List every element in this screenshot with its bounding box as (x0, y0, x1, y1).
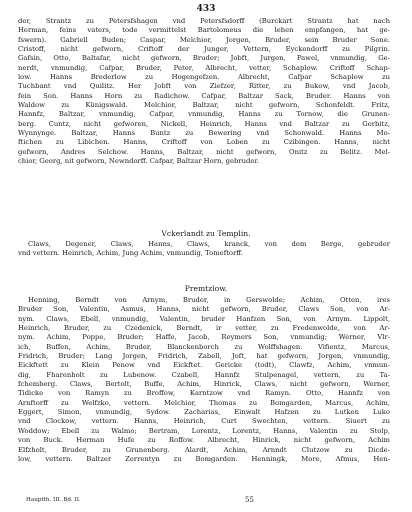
text-line: low, vettern. Baltzer Zerrentyn zu Bomgarden. Henningk, More, Afmus, Hen- (18, 454, 390, 463)
text-line: fchemberg. Claws, Bertolt, Buffe, Achim, Hinrick, Claws, nicht gefworn, Werner, (18, 380, 390, 389)
text-line: Elfzholt, Bruder, zu Grunenberg. Alardt, Achim, Arnndt Clutzow zu Dicde- (18, 445, 390, 454)
text-line: der, Strantz zu Petersfshagen vnd Petersfsdorff (Burckart Strantz hat nach (18, 17, 390, 25)
text-line: Henning, Berndt von Arnym, Bruder, in Gerswolde; Achim, Otten, ires (28, 296, 390, 304)
text-line: Woddow; Ebell zu Walmo; Bertram, Lorentz, Lorentz, Hanns, Valentin zu Stolp, (18, 426, 390, 435)
text-line: Eggert, Simon, vnmundig, Sydow. Zacharias, Einwalt Hafzen zu Lutken Luko (18, 408, 390, 417)
text-line: nym. Achim, Poppe, Bruder; Haffe, Jacob, Reymers Son, vnmundig; Werner, Vlr- (18, 333, 390, 342)
text-line: Hannfz, Baltzar, vnmundig, Cafpar, vnmundig, Hanns zu Tornow, die Grunen- (18, 110, 390, 119)
text-line: Tidicke von Ramyn zu Broffow, Karntzow vnd Ramyn. Otto, Hannfz von (18, 389, 390, 398)
page-number: 433 (196, 4, 216, 14)
text-line: Wynnynge. Baltzar, Hanns Buntz zu Bewering vnd Schonwald. Hanns Mo- (18, 129, 390, 138)
text-line: fein Son. Hanns Horn zu Radichow. Cafpar, Baltzar Sack, Bruder. Hanns von (18, 91, 390, 100)
section-1-text (18, 17, 390, 167)
section-3-text (18, 296, 390, 464)
footer-signature: Hauptth. III. Bd. II. (26, 497, 81, 503)
text-line: Heinrich, Bruder, zu Czedenick, Berndt, ir vetter, zu Fredenwolde, von Ar- (18, 324, 390, 333)
section-2-text (18, 240, 390, 259)
text-line: gefworn, Andres Selchow. Hanns, Baltzar, nicht gefworn, Onitz zu Belitz. Mel- (18, 147, 390, 156)
text-line: Waldow zu Künigswald. Melchior, Baltzar, nicht gefworn, Schonfeldt. Fritz, (18, 101, 390, 110)
text-line: Bruder Son, Valentin, Asmus, Hanns, nicht gefworn, Bruder, Claws Son, von Ar- (18, 305, 390, 314)
text-line: Eickftett zu Klein Penow vnd Eickftet. Gericke (todt), Clawfz, Achim, vnmun- (18, 361, 390, 370)
text-line: dig, Fharenholt zu Lubenow. Czabell, Hannfz Stulpenagel, vettern, zu Ta- (18, 370, 390, 379)
text-line: Claws, Degener, Claws, Hanns, Claws, kranck, von dem Berge, gebruder (28, 240, 390, 248)
text-line: berg. Cuntz, nicht gefworen, Nickell, Heinrich, Hanns vnd Baltzar zu Gerbitz, (18, 119, 390, 128)
text-line: von Buck. Herman Hufe zu Roffow. Albrecht, Hinrick, nicht gefworn, Achim (18, 436, 390, 445)
text-line: Arnftorff zu Welfzko, vettern. Melchior, Thomas zu Bomgarden, Marcus, Achim, (18, 398, 390, 407)
text-line: Cristoff, nicht gefworn, Criftoff der Junger, Vettern, Eyckendorff zu Pilgrin. (18, 45, 390, 54)
text-line: vnd Clockow, vettern. Hanns, Heinrich, Curt Swechten, vettern. Siuert zu (18, 417, 390, 426)
section-heading: Vckerlandt zu Templin. (161, 229, 251, 238)
text-line: chior, Georg, nit gefworn, Newndorff. Cafpar, Baltzar Horn, gebruder. (18, 157, 260, 166)
section-heading: Premtzlow. (184, 284, 228, 293)
text-line: fswern). Gabriell Buden; Caspar, Melchior, Jorgen, Bruder, sein Bruder Sone. (18, 35, 390, 44)
text-line: Gafsin, Otto, Baltafar, nicht gefworn, Bruder; Jobft, Jurgen, Pawel, vnmundig, Ge- (18, 54, 390, 63)
text-line: ich, Buffen, Achim, Bruder, Blanckenborch zu Wolffshagen. Vifientz, Marcus, (18, 342, 390, 351)
footer-sheet-number: 55 (245, 496, 254, 504)
text-line: low. Hanns Brederlow zu Hogengefzen. Albrecht, Cafpar Schaplow zu (18, 73, 390, 82)
text-line: nerdt, vnmundig, Cafpar, Bruder, Peter, Albrecht, vetter, Schaplow. Criftoff Schap- (18, 63, 390, 72)
text-line: nym. Claws, Ebell, vnmundig, Valentin, bruder Hanfzen Son, von Arnym. Lippolt, (18, 314, 390, 323)
text-line: Herman, feins vaters, tode vermittelst Bartolomeus die lehen empfangen, hat ge- (18, 26, 390, 35)
text-line: Tuchbant vnd Quilitz. Her Jobft von Ziefzer, Ritter, zu Bukow, vnd Jacob, (18, 82, 390, 91)
text-line: Fridrich, Bruder; Lang Jorgen, Fridrich, Zabell, Joft, hat gefworn, Jorgen, vnmundig, (18, 352, 390, 361)
text-line: vnd vettern. Heinrich, Achim, Jung Achim, vnmundig, Tomeftorff. (18, 249, 244, 258)
text-line: ftichen zu Libichen. Hanns, Criftoff von Loben zu Czibingen. Hanns, nicht (18, 138, 390, 147)
